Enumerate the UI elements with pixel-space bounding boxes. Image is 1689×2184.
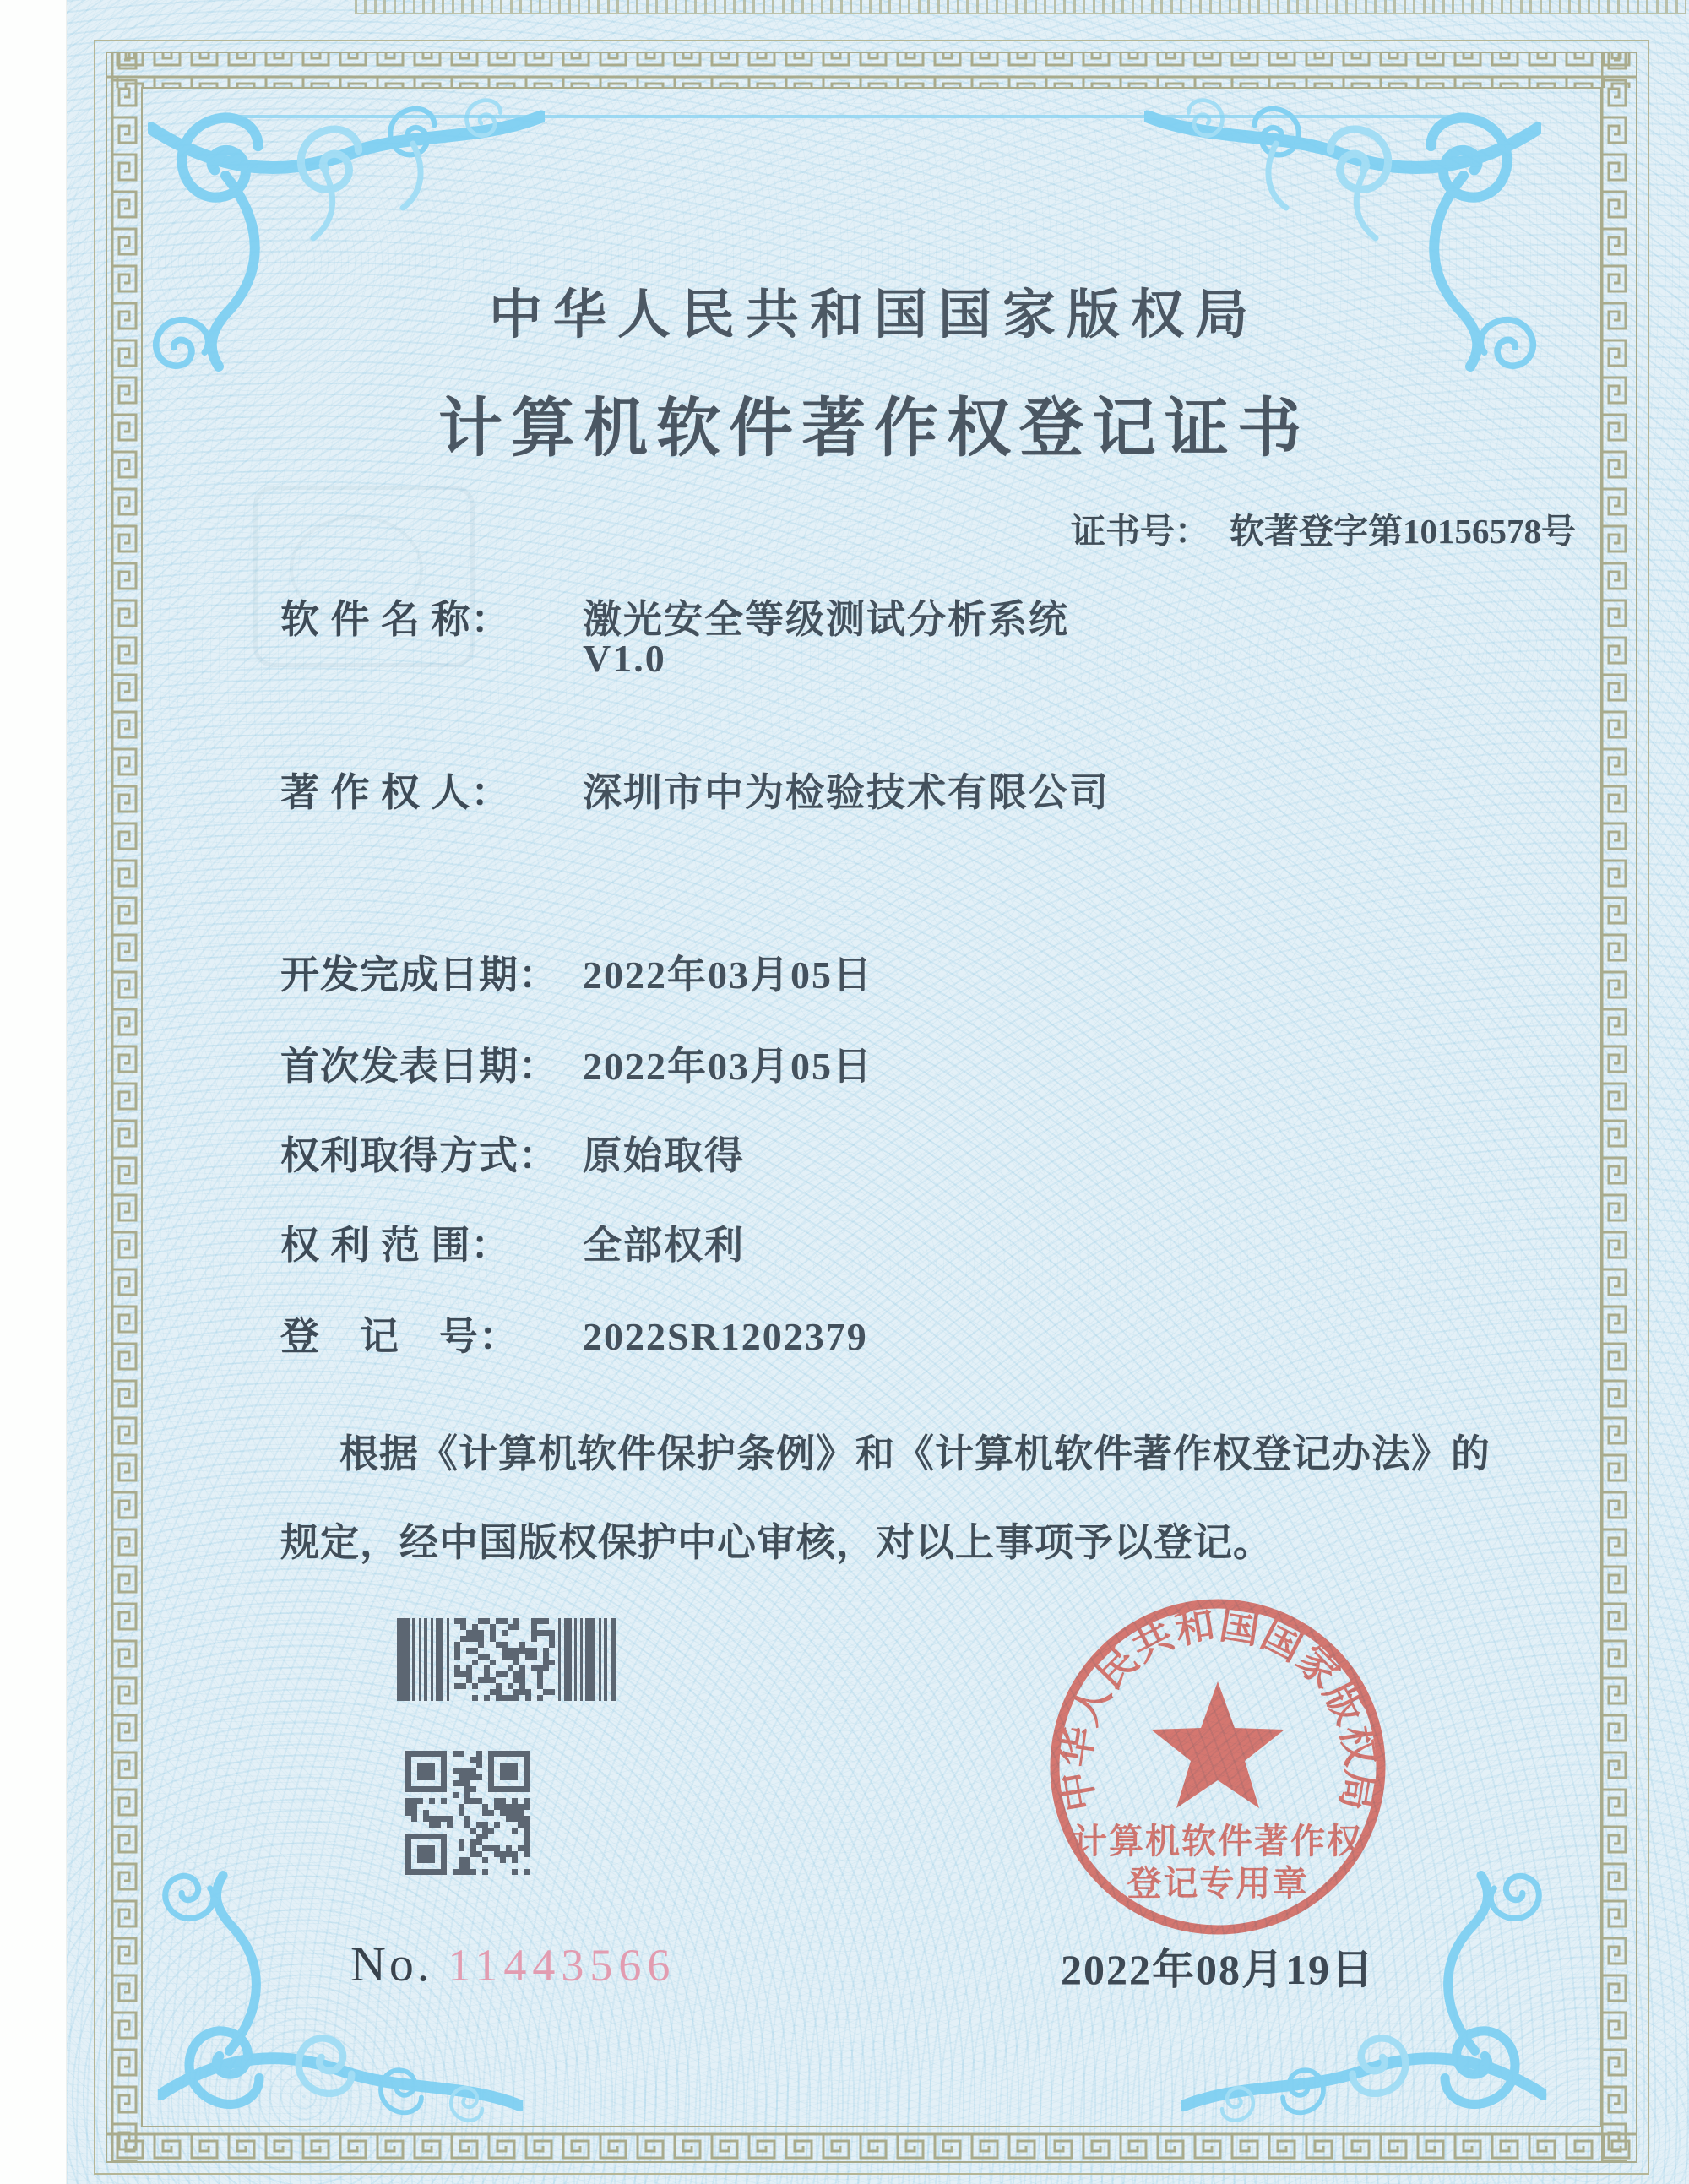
field-row-dev-complete-date — [280, 944, 873, 1000]
field-value: 2022年03月05日 — [583, 953, 873, 997]
field-label: 软 件 名 称： — [280, 598, 511, 641]
certificate-number-label: 证书号： — [1071, 512, 1209, 551]
issue-date: 2022年08月19日 — [1061, 1946, 1375, 1993]
field-row-software-name — [280, 589, 1069, 644]
software-version: V1.0 — [583, 637, 666, 680]
statement-line-1: 根据《计算机软件保护条例》和《计算机软件著作权登记办法》的 — [339, 1432, 1491, 1475]
scan-edge-pattern — [355, 0, 1686, 14]
field-row-right-acquisition — [280, 1125, 745, 1181]
field-label: 首次发表日期： — [280, 1045, 558, 1088]
field-label: 权利取得方式： — [280, 1134, 558, 1177]
certificate-title: 计算机软件著作权登记证书 — [438, 394, 1310, 465]
field-value: 2022年03月05日 — [583, 1045, 873, 1088]
scan-edge-margin — [0, 0, 67, 2184]
field-row-right-scope — [280, 1214, 745, 1270]
field-row-first-publish-date — [280, 1035, 873, 1091]
field-label: 权 利 范 围： — [280, 1224, 511, 1267]
seal-star-icon — [1151, 1681, 1284, 1808]
serial-label: No. — [350, 1937, 433, 1991]
authority-title: 中华人民共和国国家版权局 — [489, 285, 1259, 345]
field-value: 深圳市中为检验技术有限公司 — [583, 771, 1110, 814]
barcode — [397, 1618, 637, 1701]
official-seal — [1040, 1589, 1395, 1944]
seal-text-line1: 计算机软件著作权 — [1073, 1822, 1363, 1861]
statement-line-2: 规定，经中国版权保护中心审核，对以上事项予以登记。 — [280, 1521, 1273, 1564]
field-value: 激光安全等级测试分析系统 — [583, 598, 1069, 641]
field-label: 著 作 权 人： — [280, 771, 511, 814]
serial-number: 11443566 — [448, 1940, 676, 1991]
field-label: 开发完成日期： — [280, 953, 558, 997]
seal-ring-text: 中华人民共和国国家版权局 — [1053, 1603, 1382, 1815]
qr-code — [405, 1751, 530, 1875]
field-row-copyright-owner — [280, 762, 1110, 818]
certificate-number-row — [1071, 503, 1576, 553]
field-row-registration-number — [280, 1306, 868, 1361]
field-value: 原始取得 — [583, 1134, 745, 1177]
serial-row — [350, 1936, 676, 1992]
seal-text-line2: 登记专用章 — [1127, 1864, 1309, 1903]
field-label: 登 记 号： — [280, 1315, 519, 1358]
field-value: 全部权利 — [583, 1224, 745, 1267]
field-value: 2022SR1202379 — [583, 1315, 868, 1358]
certificate-number-value: 软著登字第10156578号 — [1230, 512, 1576, 551]
